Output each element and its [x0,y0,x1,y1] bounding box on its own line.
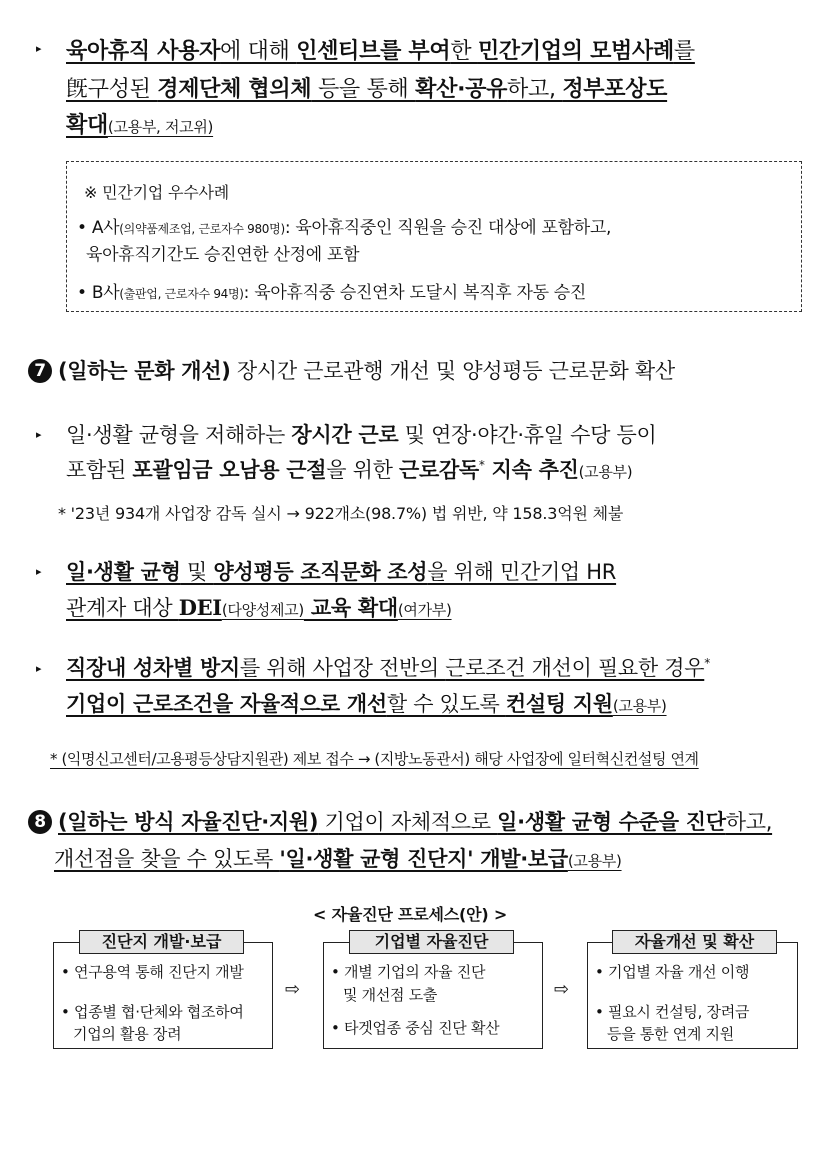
bullet-marker: ▸ [36,565,42,578]
process-item: • 연구용역 통해 진단지 개발 [61,963,244,981]
process-item: • 필요시 컨설팅, 장려금 [595,1003,750,1021]
circled-number-8: 8 [28,810,52,834]
s4-line-2 [66,688,667,718]
heading-tag: (일하는 문화 개선) [58,359,231,383]
text-emph: 컨설팅 지원 [505,692,613,716]
heading-8-line-2 [54,843,622,873]
text-emph: 일·생활 균형 수준을 진단 [497,810,726,834]
text: 에 대해 [220,39,297,64]
text: 를 [673,39,695,64]
footnote-mark: * [478,458,485,472]
process-item: 기업의 활용 장려 [73,1025,182,1043]
text: : 육아휴직중 승진연차 도달시 복직후 자동 승진 [243,283,587,303]
bullet-dot: • [77,218,87,238]
agency: (고용부, 저고위) [107,118,214,136]
bullet-marker: ▸ [36,428,42,441]
process-head-3: 자율개선 및 확산 [612,930,777,954]
process-item: 등을 통한 연계 지원 [607,1025,734,1043]
text: 하고, [725,810,773,834]
heading-text: 장시간 근로관행 개선 및 양성평등 근로문화 확산 [230,359,675,383]
company-meta: (출판업, 근로자수 94명) [119,287,244,301]
text: 등을 통해 [311,77,416,102]
text: 기업이 자체적으로 [318,810,498,834]
s4-footnote: * (익명신고센터/고용평등상담지원관) 제보 접수 → (지방노동관서) 해당 사업장에 일터혁신컨설팅 연계 [50,750,699,768]
process-title: < 자율진단 프로세스(안) > [313,905,508,924]
heading-7 [28,355,675,385]
text-emph: 지속 추진 [484,458,579,482]
agency: (여가부) [397,601,452,619]
heading-8-line-1 [28,806,772,836]
example-a-line-1 [77,213,611,238]
s3-line-1 [66,556,616,586]
best-practice-title: ※ 민간기업 우수사례 [84,183,230,202]
text: 를 위해 사업장 전반의 [239,656,446,680]
text-emph: 민간기업의 모범사례 [477,39,674,64]
right-arrow-icon: ⇨ [554,979,570,1000]
text-emph: 교육 확대 [303,596,398,620]
s2-line-2 [66,454,632,484]
process-head-2: 기업별 자율진단 [349,930,514,954]
text-emph: 근로감독 [398,458,479,482]
text-emph: '일·생활 균형 진단지' 개발·보급 [279,847,568,871]
right-arrow-icon: ⇨ [285,979,301,1000]
text: 개선점을 찾을 수 있도록 [54,847,280,871]
text-emph: DEI [178,595,222,620]
text: 하고, [507,77,563,102]
company-meta: (의약품제조업, 근로자수 980명) [119,222,285,236]
agency: (고용부) [612,697,667,715]
text-emph: 포괄임금 오남용 근절 [132,458,327,482]
s1-line-2 [66,72,667,103]
text-emph: 장시간 근로 [291,423,399,447]
example-b-line [77,278,586,303]
bullet-dot: • [77,283,87,303]
process-item: • 기업별 자율 개선 이행 [595,963,750,981]
text: 관계자 대상 [66,596,179,620]
text: 한 [450,39,478,64]
agency: (고용부) [578,463,633,481]
text-emph: 직장내 성차별 방지 [66,656,240,680]
heading-tag: (일하는 방식 자율진단·지원) [58,810,319,834]
text-emph: 양성평등 조직문화 조성 [213,560,428,584]
company-name: B사 [91,283,120,303]
process-item: 및 개선점 도출 [343,986,438,1004]
text-emph: 일·생활 균형 [66,560,181,584]
text-emph: 육아휴직 사용자 [66,39,221,64]
process-item: • 업종별 협·단체와 협조하여 [61,1003,244,1021]
s2-line-1 [66,419,656,449]
text: 을 위한 [326,458,399,482]
text-emph: 경제단체 협의체 [157,77,312,102]
text: : 육아휴직중인 직원을 승진 대상에 포함하고, [284,218,612,238]
s3-line-2 [66,592,452,622]
text-emph: 확산·공유 [415,77,508,102]
text: 을 위해 민간기업 HR [427,560,617,584]
text-emph: 확대 [66,113,108,138]
s1-line-3 [66,108,213,139]
s4-line-1 [66,652,710,682]
text: (다양성제고) [221,601,304,619]
text: 및 연장·야간·휴일 수당 등이 [398,423,657,447]
footnote-mark: * [704,656,710,670]
text: 할 수 있도록 [386,692,506,716]
text: 일·생활 균형을 저해하는 [66,423,292,447]
s1-line-1 [66,34,695,65]
process-item: • 개별 기업의 자율 진단 [331,963,486,981]
text: 포함된 [66,458,133,482]
bullet-marker: ▸ [36,42,42,55]
text-emph: 정부포상도 [562,77,668,102]
text: 근로조건 개선이 필요한 경우 [445,656,705,680]
text: 旣구성된 [66,77,158,102]
text-emph: 기업이 근로조건을 자율적으로 개선 [66,692,387,716]
example-a-line-2: 육아휴직기간도 승진연한 산정에 포함 [86,245,360,265]
text-emph: 인센티브를 부여 [296,39,451,64]
bullet-marker: ▸ [36,662,42,675]
process-item: • 타겟업종 중심 진단 확산 [331,1019,500,1037]
process-head-1: 진단지 개발·보급 [79,930,244,954]
agency: (고용부) [567,852,622,870]
circled-number-7: 7 [28,359,52,383]
s2-footnote: * '23년 934개 사업장 감독 실시 → 922개소(98.7%) 법 위반, 약 158.3억원 체불 [58,504,624,523]
company-name: A사 [91,218,120,238]
text: 및 [180,560,214,584]
